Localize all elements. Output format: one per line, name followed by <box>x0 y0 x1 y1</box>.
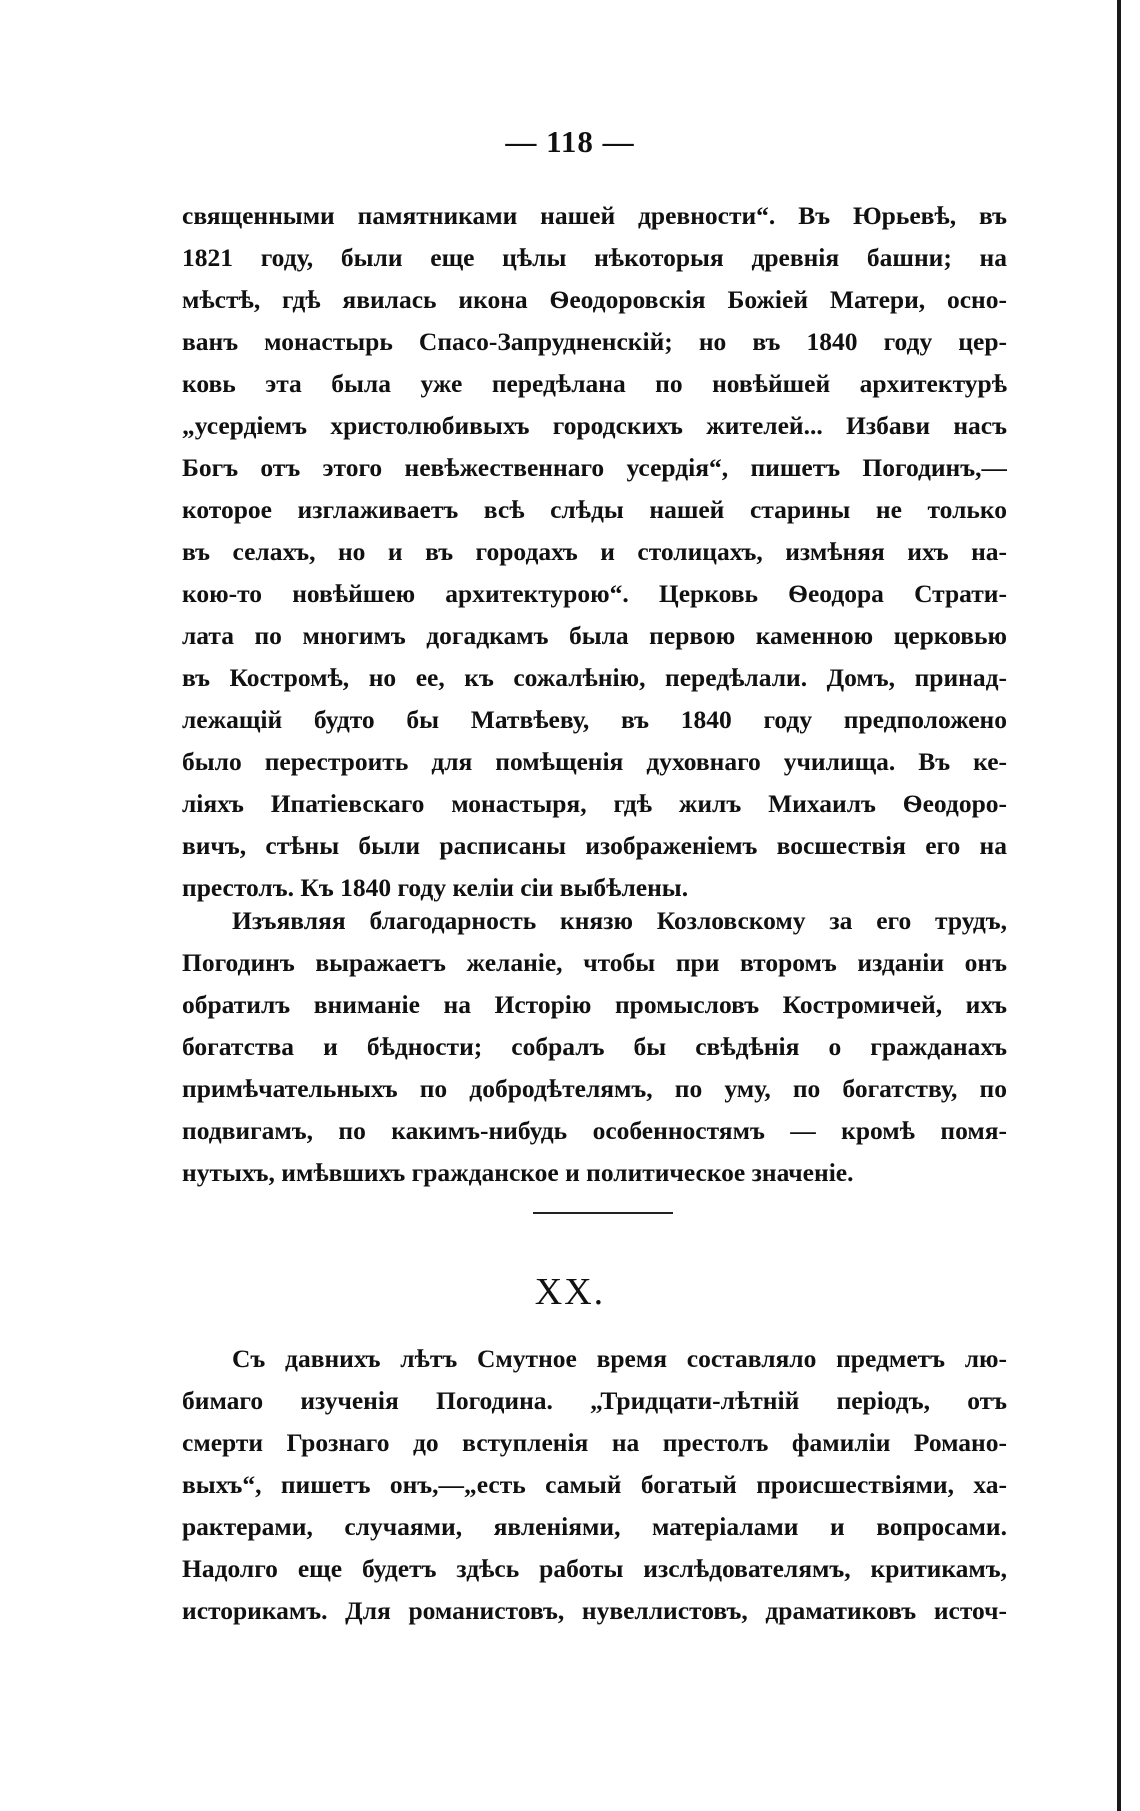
text-line: въ селахъ, но и въ городахъ и столицахъ, измѣняя ихъ на- <box>182 537 1007 566</box>
text-line: Изъявляя благодарность князю Козловскому за его трудъ, <box>232 906 1007 935</box>
text-line: выхъ“, пишетъ онъ,—„есть самый богатый происшествіями, ха- <box>182 1470 1007 1499</box>
text-line: престолъ. Къ 1840 году келіи сіи выбѣлены. <box>182 873 689 902</box>
text-line: 1821 году, были еще цѣлы нѣкоторыя древнія башни; на <box>182 243 1007 272</box>
text-line: Съ давнихъ лѣтъ Смутное время составляло предметъ лю- <box>232 1344 1007 1373</box>
chapter-heading: XX. <box>534 1271 606 1313</box>
text-line: рактерами, случаями, явленіями, матеріалами и вопросами. <box>182 1512 1007 1541</box>
text-line: ліяхъ Ипатіевскаго монастыря, гдѣ жилъ Михаилъ Ѳеодоро- <box>182 789 1007 818</box>
section-divider <box>533 1212 673 1214</box>
text-line: Погодинъ выражаетъ желаніе, чтобы при второмъ изданіи онъ <box>182 948 1007 977</box>
page-edge-rule <box>1117 0 1121 1811</box>
text-line: ковь эта была уже передѣлана по новѣйшей архитектурѣ <box>182 369 1007 398</box>
text-line: лата по многимъ догадкамъ была первою каменною церковью <box>182 621 1007 650</box>
text-line: подвигамъ, по какимъ-нибудь особенностямъ — кромѣ помя- <box>182 1116 1007 1145</box>
text-line: въ Костромѣ, но ее, къ сожалѣнію, передѣлали. Домъ, принад- <box>182 663 1007 692</box>
text-line: которое изглаживаетъ всѣ слѣды нашей старины не только <box>182 495 1007 524</box>
text-line: обратилъ вниманіе на Исторію промысловъ Костромичей, ихъ <box>182 990 1007 1019</box>
text-line: лежащій будто бы Матвѣеву, въ 1840 году предположено <box>182 705 1007 734</box>
paragraph-chapter-start <box>182 1338 1007 1632</box>
paragraph-pogodin-request <box>182 900 1007 1194</box>
text-line: мѣстѣ, гдѣ явилась икона Ѳеодоровскія Божіей Матери, осно- <box>182 285 1007 314</box>
text-line: богатства и бѣдности; собралъ бы свѣдѣнія о гражданахъ <box>182 1032 1007 1061</box>
text-line: было перестроить для помѣщенія духовнаго училища. Въ ке- <box>182 747 1007 776</box>
text-line: примѣчательныхъ по добродѣтелямъ, по уму, по богатству, по <box>182 1074 1007 1103</box>
text-line: кою-то новѣйшею архитектурою“. Церковь Ѳеодора Страти- <box>182 579 1007 608</box>
text-line: ванъ монастырь Спасо-Запрудненскій; но въ 1840 году цер- <box>182 327 1007 356</box>
text-line: бимаго изученія Погодина. „Тридцати-лѣтній періодъ, отъ <box>182 1386 1007 1415</box>
page-number: — 118 — <box>505 124 635 159</box>
text-line: священными памятниками нашей древности“. Въ Юрьевѣ, въ <box>182 201 1007 230</box>
paragraph-continuation <box>182 195 1007 909</box>
text-line: Надолго еще будетъ здѣсь работы изслѣдователямъ, критикамъ, <box>182 1554 1007 1583</box>
text-line: „усердіемъ христолюбивыхъ городскихъ жителей... Избави насъ <box>182 411 1007 440</box>
text-line: историкамъ. Для романистовъ, нувеллистовъ, драматиковъ источ- <box>182 1596 1007 1625</box>
text-line: нутыхъ, имѣвшихъ гражданское и политическое значеніе. <box>182 1158 854 1187</box>
text-line: смерти Грознаго до вступленія на престолъ фамиліи Романо- <box>182 1428 1007 1457</box>
text-line: вичъ, стѣны были расписаны изображеніемъ восшествія его на <box>182 831 1007 860</box>
text-line: Богъ отъ этого невѣжественнаго усердія“, пишетъ Погодинъ,— <box>182 453 1007 482</box>
